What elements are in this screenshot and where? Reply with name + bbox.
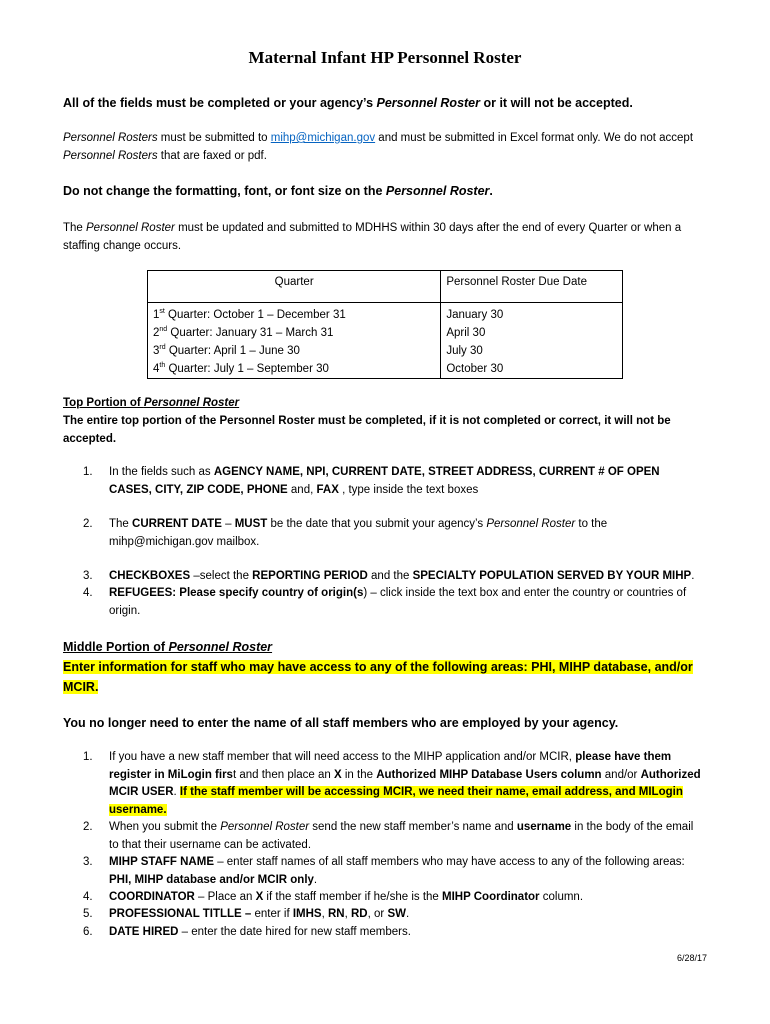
table-row (148, 303, 623, 325)
quarter-due-date-table (147, 270, 623, 379)
list-item: 5. PROFESSIONAL TITLLE – enter if IMHS, RN, RD, or SW. (83, 908, 410, 920)
table-cell-quarter: 4th Quarter: July 1 – September 30 (148, 360, 441, 379)
middle-portion-heading: Middle Portion of Personnel Roster (63, 640, 273, 654)
top-portion-subheading: The entire top portion of the Personnel Roster must be completed, if it is not completed or correct, it will not be accepted. (63, 415, 671, 445)
table-header-row (148, 271, 623, 303)
table-cell-due: October 30 (441, 360, 623, 379)
list-item: 2. The CURRENT DATE – MUST be the date that you submit your agency’s Personnel Roster to the mihp@michigan.gov mailbox. (83, 518, 608, 548)
table-cell-due: April 30 (441, 324, 623, 342)
submission-instructions: Personnel Rosters must be submitted to mihp@michigan.gov and must be submitted in Excel format only. We do not accept Personnel Rosters that are faxed or pdf. (63, 132, 694, 162)
table-header-due-date: Personnel Roster Due Date (441, 271, 623, 303)
list-item: 3. MIHP STAFF NAME – enter staff names of all staff members who may have access to any of the following areas: PHI, MIHP database and/or MCIR only. (83, 856, 685, 886)
footer-date: 6/28/17 (676, 953, 707, 963)
highlighted-instruction: Enter information for staff who may have access to any of the following areas: PHI, MIHP database, and/or MCIR. (63, 660, 693, 694)
list-item: 3. CHECKBOXES –select the REPORTING PERIOD and the SPECIALTY POPULATION SERVED BY YOUR MIHP. (83, 570, 695, 582)
top-portion-heading: Top Portion of Personnel Roster (63, 397, 240, 409)
table-cell-quarter: 1st Quarter: October 1 – December 31 (148, 303, 441, 325)
table-row (148, 342, 623, 360)
table-cell-due: January 30 (441, 303, 623, 325)
no-longer-notice: You no longer need to enter the name of all staff members who are employed by your agency. (63, 716, 619, 730)
table-cell-quarter: 3rd Quarter: April 1 – June 30 (148, 342, 441, 360)
update-instructions: The Personnel Roster must be updated and submitted to MDHHS within 30 days after the end of every Quarter or when a staffing change occurs. (63, 222, 682, 252)
list-item: 6. DATE HIRED – enter the date hired for new staff members. (83, 926, 411, 938)
list-item: 4. REFUGEES: Please specify country of origin(s) – click inside the text box and enter the country or countries of origin. (83, 587, 687, 617)
table-row (148, 360, 623, 379)
list-item: 2. When you submit the Personnel Roster send the new staff member’s name and username in the body of the email to that their username can be activated. (83, 821, 694, 851)
list-item: 1. In the fields such as AGENCY NAME, NPI, CURRENT DATE, STREET ADDRESS, CURRENT # OF OPEN CASES, CITY, ZIP CODE, PHONE and, FAX , type inside the text boxes (83, 466, 660, 496)
table-cell-due: July 30 (441, 342, 623, 360)
formatting-notice: Do not change the formatting, font, or font size on the Personnel Roster. (63, 184, 493, 198)
page-title: Maternal Infant HP Personnel Roster (248, 48, 522, 67)
list-item: 4. COORDINATOR – Place an X if the staff member if he/she is the MIHP Coordinator column. (83, 891, 584, 903)
list-item: 1. If you have a new staff member that will need access to the MIHP application and/or MCIR, please have them register in MiLogin first and then place an X in the Authorized MIHP Database Users column and/or Authorized MCIR USER. If the staff member will be accessing MCIR, we need their name, email address, and MILogin username. (83, 751, 701, 816)
table-row (148, 324, 623, 342)
required-fields-notice: All of the fields must be completed or your agency’s Personnel Roster or it will not be accepted. (63, 96, 633, 110)
table-header-quarter: Quarter (148, 271, 441, 303)
table-cell-quarter: 2nd Quarter: January 31 – March 31 (148, 324, 441, 342)
email-link[interactable]: mihp@michigan.gov (270, 132, 376, 144)
